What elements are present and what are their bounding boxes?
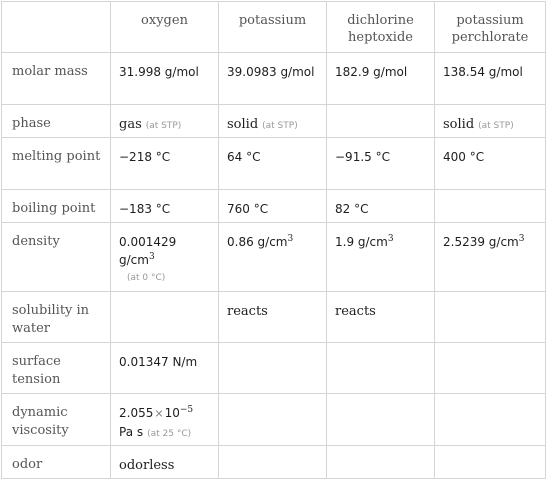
- value: 0.01347 N/m: [119, 355, 198, 369]
- row-molar-mass: [2, 53, 546, 105]
- cell-perchlorate-phase: [435, 105, 546, 138]
- exponent: 3: [518, 234, 525, 244]
- condition-note: (at STP): [478, 121, 514, 131]
- value: odorless: [119, 458, 175, 473]
- value: 0.001429: [119, 235, 177, 249]
- cell-dichlorine-dynamic-viscosity: [327, 394, 435, 446]
- col-header-potassium: potassium: [219, 2, 327, 53]
- value: 138.54 g/mol: [443, 65, 523, 79]
- condition-note: (at STP): [145, 121, 182, 131]
- cell-potassium-dynamic-viscosity: [219, 394, 327, 446]
- row-label-phase: phase: [2, 105, 111, 138]
- cell-potassium-phase: [219, 105, 327, 138]
- base: 10: [164, 406, 180, 420]
- value: 182.9 g/mol: [335, 65, 408, 79]
- value: 39.0983 g/mol: [227, 65, 315, 79]
- value: −183 °C: [119, 202, 171, 216]
- col-header-oxygen: oxygen: [111, 2, 219, 53]
- row-density: [2, 223, 546, 292]
- cell-oxygen-odor: [111, 446, 219, 479]
- cell-perchlorate-odor: [435, 446, 546, 479]
- row-solubility: [2, 292, 546, 343]
- chemical-properties-table: [1, 1, 546, 479]
- cell-potassium-odor: [219, 446, 327, 479]
- cell-potassium-molar-mass: [219, 53, 327, 105]
- col-header-dichlorine-heptoxide: dichlorine heptoxide: [327, 2, 435, 53]
- header-row: [2, 2, 546, 53]
- mantissa: 2.055: [119, 406, 154, 420]
- value: 82 °C: [335, 202, 369, 216]
- row-phase: [2, 105, 546, 138]
- cell-dichlorine-melting-point: [327, 138, 435, 190]
- cell-oxygen-surface-tension: [111, 343, 219, 394]
- value: 760 °C: [227, 202, 269, 216]
- value: reacts: [335, 304, 376, 319]
- value: 1.9 g/cm: [335, 235, 388, 249]
- exponent: 3: [148, 252, 155, 262]
- value: −91.5 °C: [335, 150, 390, 164]
- cell-perchlorate-density: [435, 223, 546, 292]
- row-label-melting-point: melting point: [2, 138, 111, 190]
- value: gas: [119, 117, 142, 132]
- value: 64 °C: [227, 150, 261, 164]
- cell-dichlorine-phase: [327, 105, 435, 138]
- properties-table-container: [1, 1, 545, 477]
- cell-perchlorate-solubility: [435, 292, 546, 343]
- col-header-potassium-perchlorate: potassium perchlorate: [435, 2, 546, 53]
- condition-note: (at STP): [262, 121, 298, 131]
- cell-dichlorine-surface-tension: [327, 343, 435, 394]
- cell-dichlorine-boiling-point: [327, 190, 435, 223]
- cell-potassium-surface-tension: [219, 343, 327, 394]
- value: 400 °C: [443, 150, 485, 164]
- cell-oxygen-phase: [111, 105, 219, 138]
- cell-dichlorine-odor: [327, 446, 435, 479]
- cell-perchlorate-molar-mass: [435, 53, 546, 105]
- row-label-density: density: [2, 223, 111, 292]
- condition-note: (at 0 °C): [127, 273, 166, 283]
- row-boiling-point: [2, 190, 546, 223]
- cell-oxygen-boiling-point: [111, 190, 219, 223]
- times-sign: ×: [154, 407, 164, 420]
- row-label-odor: odor: [2, 446, 111, 479]
- row-odor: [2, 446, 546, 479]
- row-label-dynamic-viscosity: dynamic viscosity: [2, 394, 111, 446]
- cell-dichlorine-density: [327, 223, 435, 292]
- value: 2.5239 g/cm: [443, 235, 519, 249]
- cell-perchlorate-surface-tension: [435, 343, 546, 394]
- unit: g/cm: [119, 253, 149, 267]
- exponent: 3: [287, 234, 294, 244]
- row-label-molar-mass: molar mass: [2, 53, 111, 105]
- unit: Pa s: [119, 425, 144, 439]
- cell-dichlorine-solubility: [327, 292, 435, 343]
- row-label-solubility: solubility in water: [2, 292, 111, 343]
- cell-potassium-solubility: [219, 292, 327, 343]
- value: solid: [443, 117, 475, 132]
- cell-oxygen-solubility: [111, 292, 219, 343]
- cell-dichlorine-molar-mass: [327, 53, 435, 105]
- row-surface-tension: [2, 343, 546, 394]
- value: 31.998 g/mol: [119, 65, 199, 79]
- cell-oxygen-density: [111, 223, 219, 292]
- row-label-boiling-point: boiling point: [2, 190, 111, 223]
- row-dynamic-viscosity: [2, 394, 546, 446]
- value: reacts: [227, 304, 268, 319]
- corner-cell: [2, 2, 111, 53]
- row-label-surface-tension: surface tension: [2, 343, 111, 394]
- cell-oxygen-molar-mass: [111, 53, 219, 105]
- cell-potassium-density: [219, 223, 327, 292]
- value: solid: [227, 117, 259, 132]
- value: −218 °C: [119, 150, 171, 164]
- row-melting-point: [2, 138, 546, 190]
- cell-potassium-melting-point: [219, 138, 327, 190]
- cell-perchlorate-melting-point: [435, 138, 546, 190]
- cell-oxygen-dynamic-viscosity: [111, 394, 219, 446]
- value: 0.86 g/cm: [227, 235, 288, 249]
- cell-perchlorate-boiling-point: [435, 190, 546, 223]
- exponent: 3: [387, 234, 394, 244]
- cell-perchlorate-dynamic-viscosity: [435, 394, 546, 446]
- condition-note: (at 25 °C): [147, 429, 192, 439]
- cell-potassium-boiling-point: [219, 190, 327, 223]
- exponent: −5: [179, 405, 194, 415]
- cell-oxygen-melting-point: [111, 138, 219, 190]
